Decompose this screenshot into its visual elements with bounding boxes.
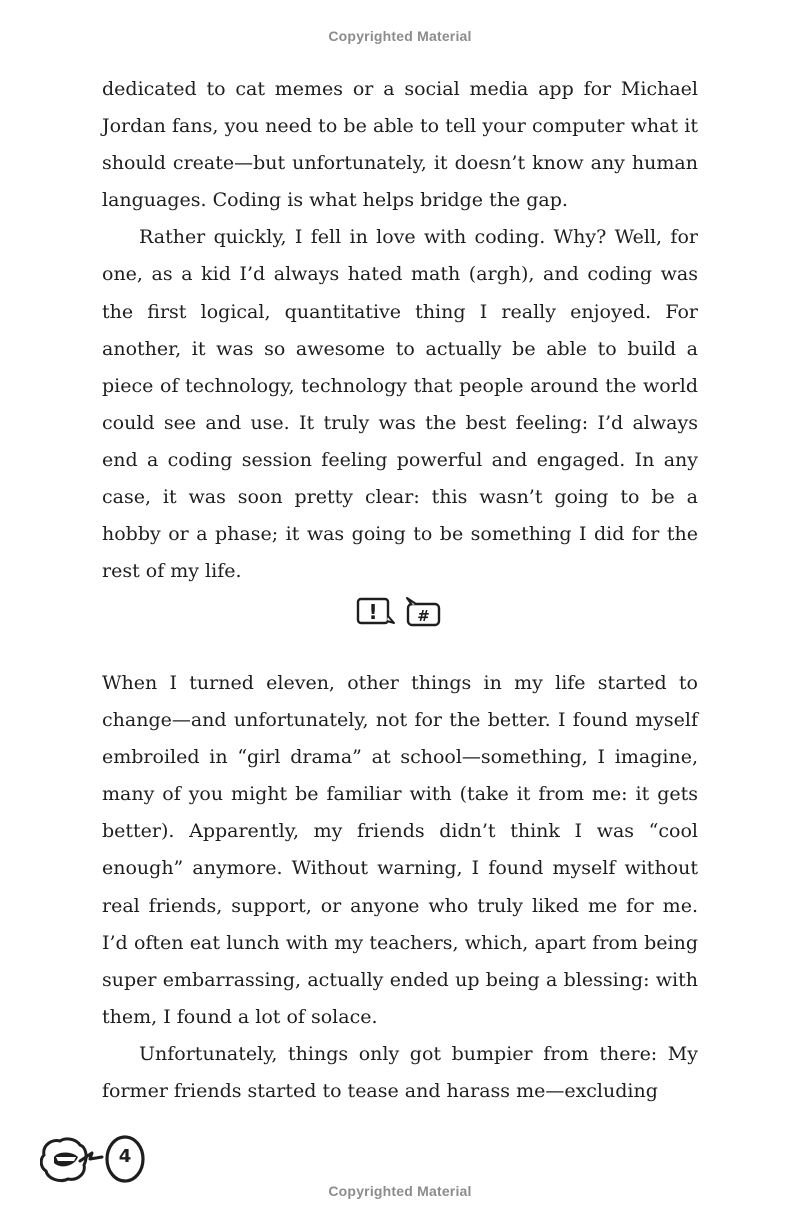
paragraph-turned-eleven: When I turned eleven, other things in my life started to change—and unfortunately, not for the better. I found myself embroiled in “girl drama” at school—something, I imagine, many of you might be familiar with (take it from me: it gets better). Apparently, my friends didn’t think I was “cool enough” anymore. Without warning, I found myself without real friends, support, or anyone who truly liked me for me. I’d often eat lunch with my teachers, which, apart from being super embarrassing, actually ended up being a blessing: with them, I found a lot of solace. [102,672,698,1028]
paragraph-bumpier: Unfortunately, things only got bumpier from there: My former friends started to tease and harass me—excluding [102,1042,698,1103]
page-number: 4 [118,1146,132,1167]
shouting-mouth-icon [41,1139,102,1181]
copyright-watermark-top: Copyrighted Material [328,28,472,44]
paragraph-continued: dedicated to cat memes or a social media app for Michael Jordan fans, you need to be able to tell your computer what it should create—but unfortunately, it doesn’t know any human languages. Coding is what helps bridge the gap. [102,78,698,212]
section-break [356,596,442,628]
copyright-watermark-bottom: Copyrighted Material [328,1183,472,1199]
text-section-1 [102,71,698,590]
text-section-2 [102,665,698,1110]
hashtag-speech-bubble-icon [407,598,439,625]
exclamation-glyph: ! [368,600,378,624]
exclamation-speech-bubble-icon [358,599,394,624]
hashtag-glyph: # [417,607,430,625]
paragraph-coding-love: Rather quickly, I fell in love with coding. Why? Well, for one, as a kid I’d always hated math (argh), and coding was the first logical, quantitative thing I really enjoyed. For another, it was so awesome to actually be able to build a piece of technology, technology that people around the world could see and use. It truly was the best feeling: I’d always end a coding session feeling powerful and engaged. In any case, it was soon pretty clear: this wasn’t going to be a hobby or a phase; it was going to be something I did for the rest of my life. [102,226,698,583]
